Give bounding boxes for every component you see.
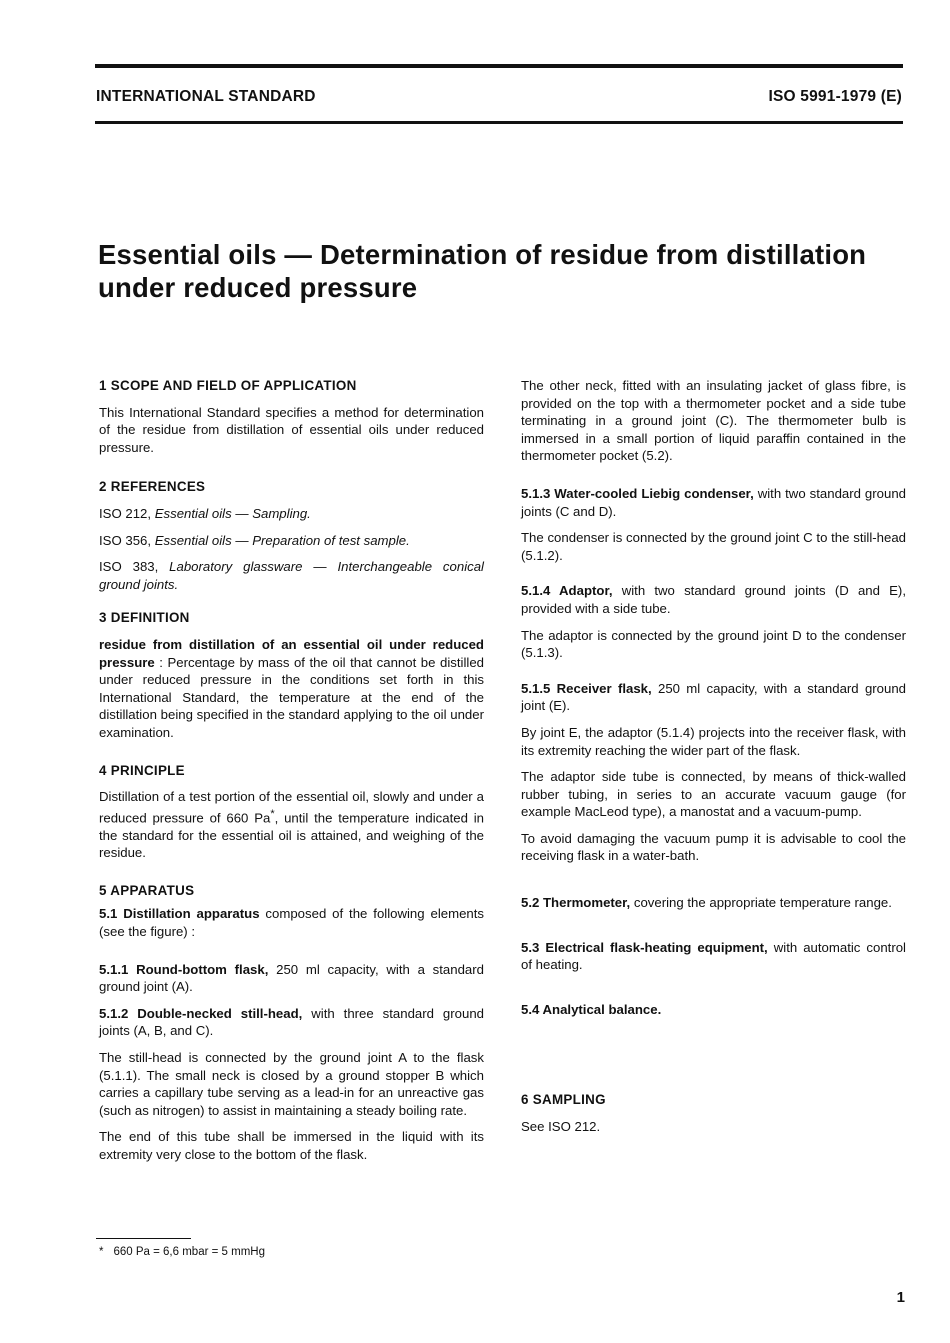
tube-immersion-paragraph: The end of this tube shall be immersed in the liquid with its extremity very close to the bottom of the flask. [99,1129,484,1162]
clause-label: 5.1.2 Double-necked still-head, [99,1005,303,1021]
document-title-line-2: under reduced pressure [98,272,418,303]
header-top-rule [95,64,903,68]
clause-label: 5.1 Distillation apparatus [99,906,260,922]
clause-text: with automatic control of heating. [521,939,906,973]
right-column [521,377,906,1136]
clause-5-3 [521,939,906,974]
clause-text: with three standard ground joints (A, B, and C). [99,1005,484,1039]
sampling-text: See ISO 212. [521,1119,601,1135]
clause-label: 5.1.5 Receiver flask, [521,680,652,696]
document-title-line-1: Essential oils — Determination of residue from distillation [98,239,867,270]
clause-5-1 [99,905,484,940]
footnote-text: 660 Pa = 6,6 mbar = 5 mmHg [113,1246,265,1258]
condenser-connection-paragraph: The condenser is connected by the ground joint C to the still-head (5.1.2). [521,530,906,563]
definition-text: : Percentage by mass of the oil that cannot be distilled under reduced pressure in the conditions set forth in this International Standard, the temperature at the end of the distillation being specified in the standard applying to the oil under examination. [99,654,484,740]
header-standard-type: INTERNATIONAL STANDARD [96,88,316,105]
clause-text: with two standard ground joints (C and D). [521,485,906,519]
document-title [98,238,918,304]
principle-text-b: , until the temperature indicated in the standard for the essential oil is attained, and weighing of the residue. [99,810,484,861]
clause-text: 250 ml capacity, with a standard ground joint (A). [99,961,484,995]
clause-5-2 [521,894,906,912]
definition-term: residue from distillation of an essential oil under reduced pressure [99,636,484,670]
clause-label: 5.4 Analytical balance. [521,1001,662,1017]
reference-number: ISO 356, [99,532,155,548]
footnote-marker: * [270,807,275,820]
reference-title: Laboratory glassware — Interchangeable conical ground joints. [99,559,484,592]
clause-5-1-4 [521,582,906,617]
clause-label: 5.2 Thermometer, [521,895,631,911]
footnote-rule [96,1238,191,1239]
header-standard-number: ISO 5991-1979 (E) [768,88,902,105]
clause-5-1-1 [99,961,484,996]
clause-text: composed of the following elements (see the figure) : [99,906,484,940]
reference-title: Essential oils — Preparation of test sample. [154,532,410,548]
section-1-text: This International Standard specifies a method for determination of the residue from distillation of essential oils under reduced pressure. [99,404,484,455]
section-6-heading: 6 SAMPLING [521,1092,606,1108]
left-column [99,377,484,1164]
clause-5-4 [521,1001,906,1019]
section-1-heading: 1 SCOPE AND FIELD OF APPLICATION [99,378,357,393]
receiver-joint-paragraph: By joint E, the adaptor (5.1.4) projects into the receiver flask, with its extremity reaching the wider part of the flask. [521,724,906,758]
principle-paragraph [99,788,484,862]
clause-text: covering the appropriate temperature range. [630,895,892,911]
adaptor-connection-paragraph: The adaptor is connected by the ground joint D to the condenser (5.1.3). [521,627,906,661]
section-5-heading: 5 APPARATUS [99,882,195,898]
water-bath-paragraph: To avoid damaging the vacuum pump it is advisable to cool the receiving flask in a water-bath. [521,830,906,864]
reference-iso-356 [99,532,484,550]
reference-iso-212 [99,505,484,523]
clause-label: 5.3 Electrical flask-heating equipment, [521,939,768,955]
reference-number: ISO 383, [99,559,170,575]
clause-5-1-3 [521,485,906,520]
clause-label: 5.1.4 Adaptor, [521,583,613,599]
reference-number: ISO 212, [99,505,155,521]
section-2-heading: 2 REFERENCES [99,479,206,495]
page-number: 1 [896,1289,905,1306]
still-head-connection-paragraph: The still-head is connected by the ground joint A to the flask (5.1.1). The small neck is closed by a ground stopper B which carries a capillary tube serving as a lead-in for an unreactive gas (such as nitrogen) to assist in maintaining a steady boiling rate. [99,1050,484,1118]
clause-text: 250 ml capacity, with a standard ground joint (E). [521,680,907,714]
other-neck-paragraph: The other neck, fitted with an insulating jacket of glass fibre, is provided on the top with a thermometer pocket and a side tube terminating in a ground joint (C). The thermometer bulb is immersed in a small portion of liquid paraffin contained in the thermometer pocket (5.2). [521,378,906,464]
clause-label: 5.1.1 Round-bottom flask, [99,961,269,977]
clause-5-1-5 [521,680,906,715]
section-4-heading: 4 PRINCIPLE [99,762,185,778]
clause-text: with two standard ground joints (D and E), provided with a side tube. [521,583,906,616]
footnote-marker: * [99,1246,104,1258]
side-tube-paragraph: The adaptor side tube is connected, by means of thick-walled rubber tubing, in series to an accurate vacuum gauge (for example MacLeod type), a manostat and a vacuum-pump. [521,769,906,820]
reference-iso-383 [99,558,484,593]
section-3-heading: 3 DEFINITION [99,610,190,626]
clause-label: 5.1.3 Water-cooled Liebig condenser, [521,485,754,501]
footnote [99,1246,265,1258]
definition-paragraph [99,636,484,742]
principle-text-a: Distillation of a test portion of the essential oil, slowly and under a reduced pressure of 660 Pa [99,789,484,826]
clause-5-1-2 [99,1005,484,1040]
header-bottom-rule [95,121,903,124]
reference-title: Essential oils — Sampling. [154,505,311,521]
